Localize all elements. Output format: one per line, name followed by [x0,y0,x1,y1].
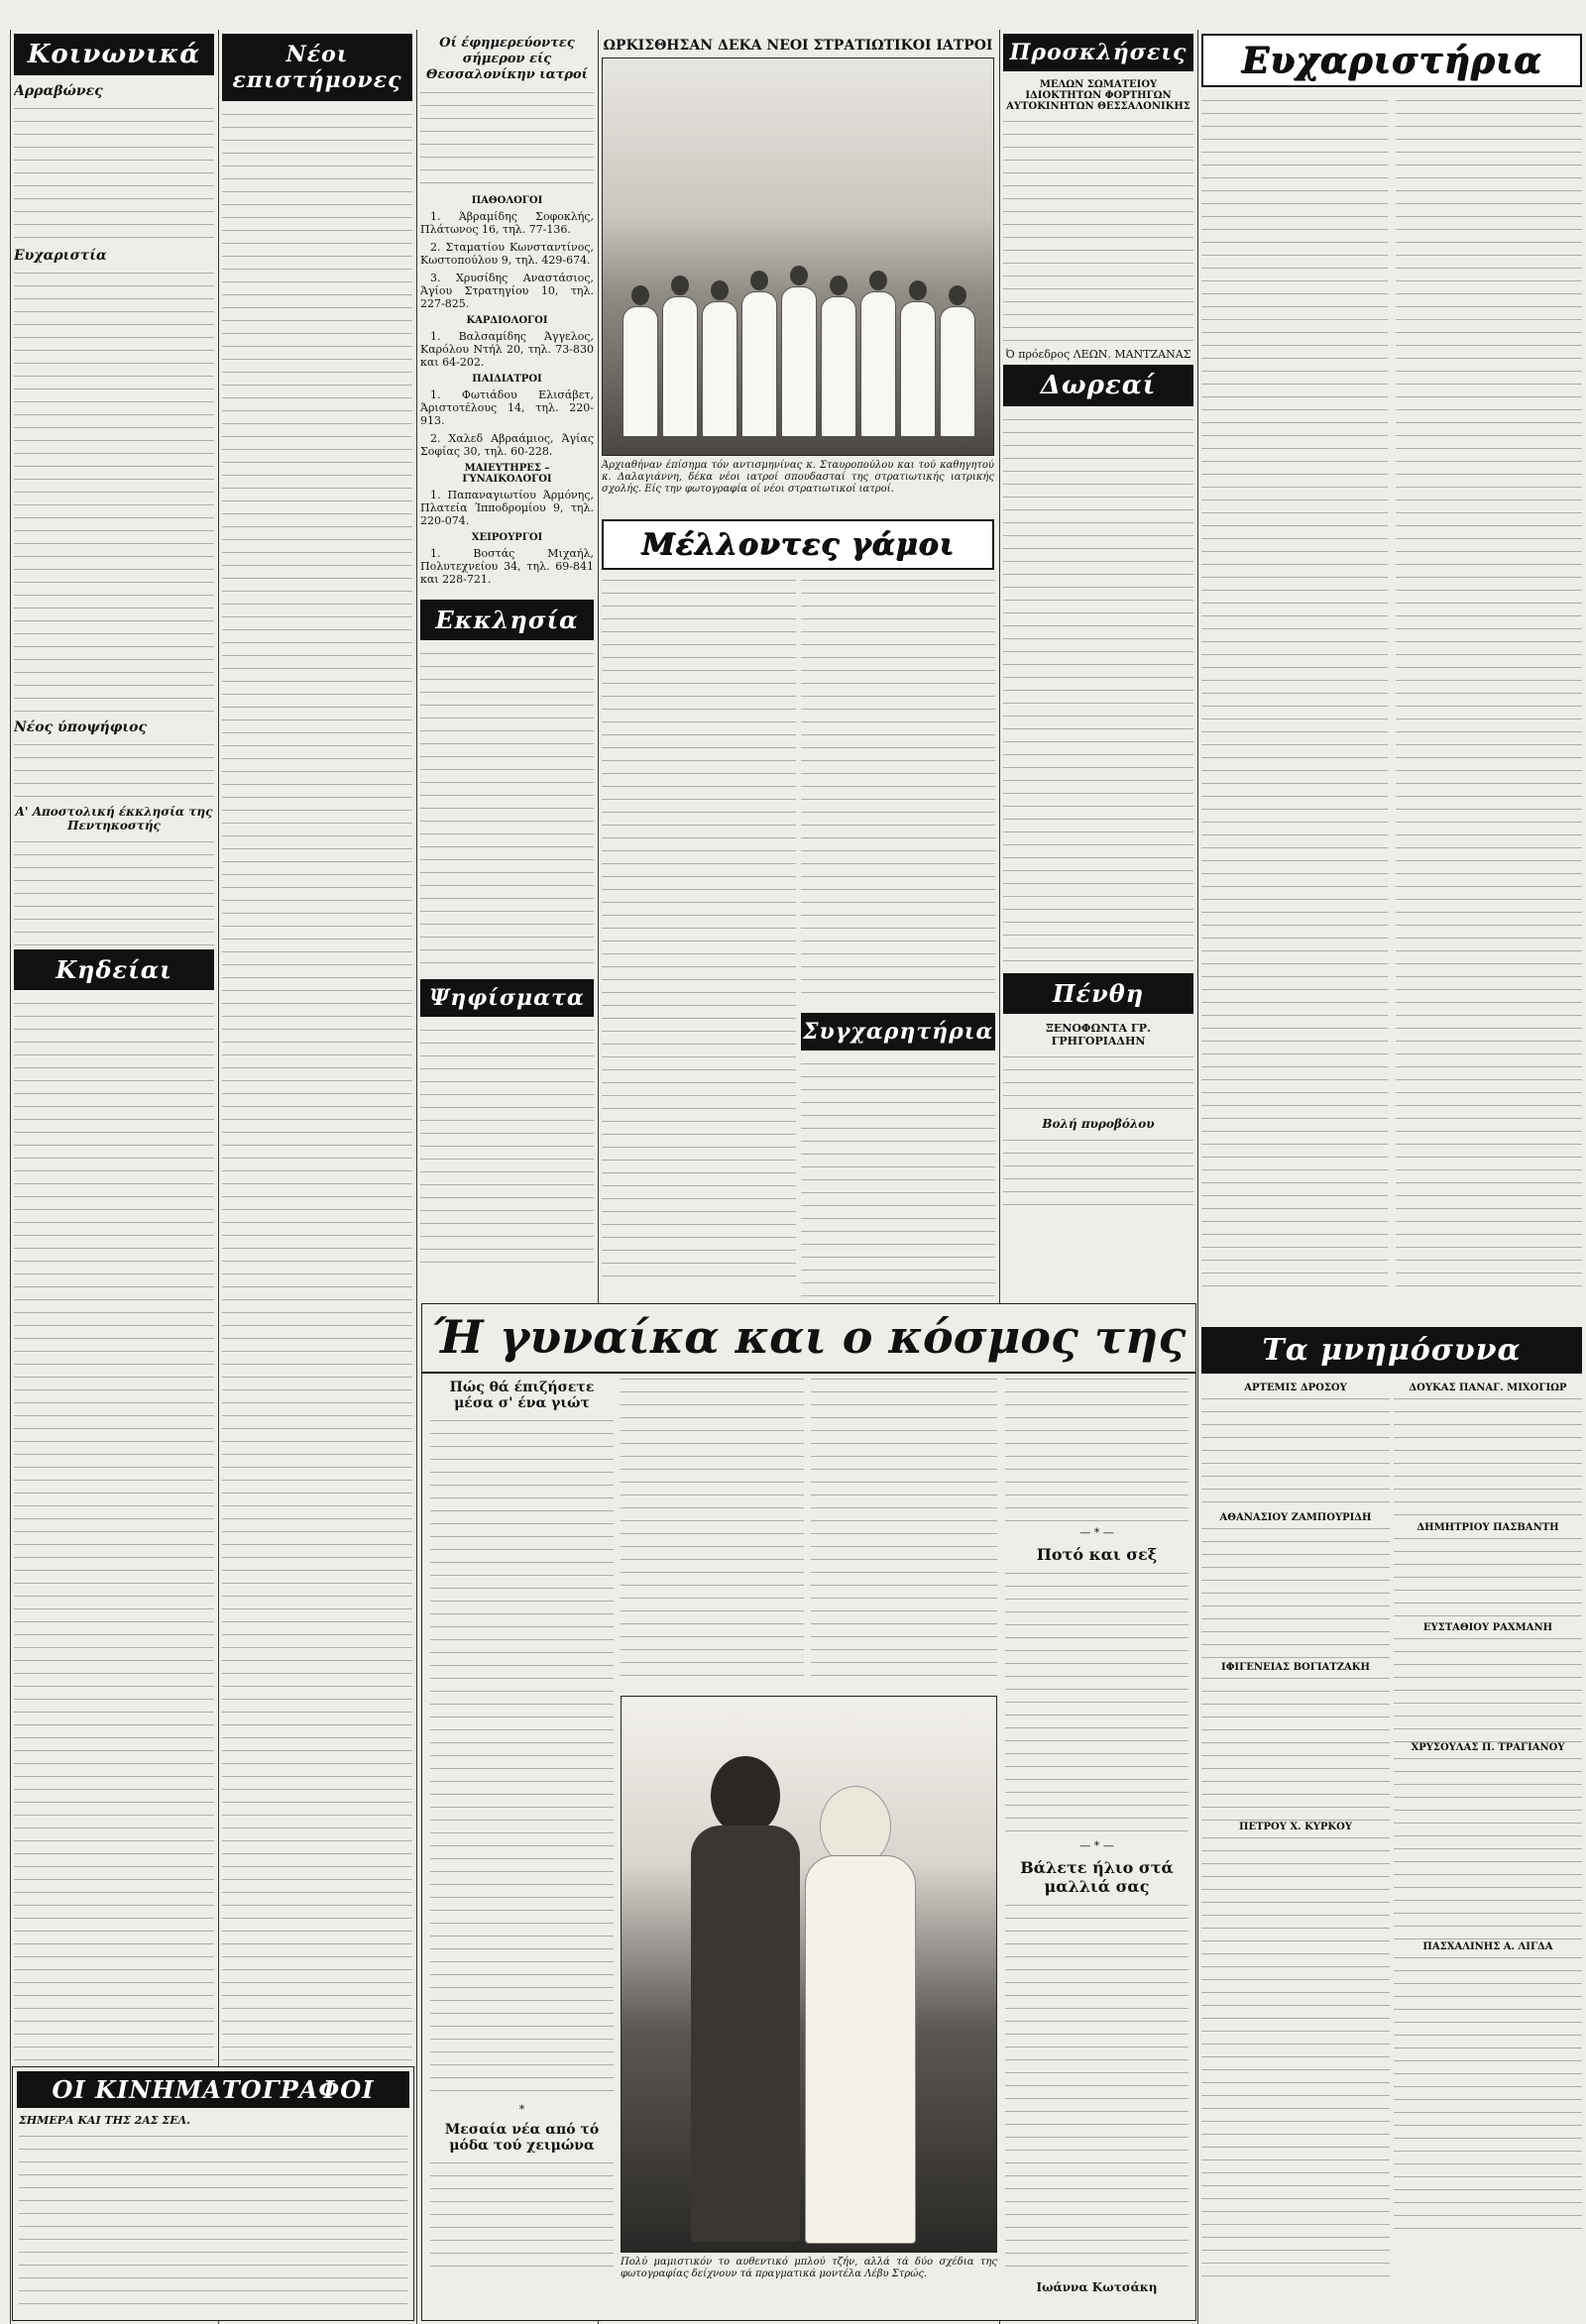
photo-story-caption: Άρχιαθήναν έπίσημα τόν αντισμηνίνας κ. Σταυροπούλου και τού καθηγητού κ. Δαλαγιάννη, δέκα νέοι ιατροί σπουδασταί της στρατιωτικής ιατρικής σχολής. Είς την φωτογραφία οί νέοι στρατιωτικοί ιατροί. [602,460,994,495]
memorial-name: ΕΥΣΤΑΘΙΟΥ ΡΑΧΜΑΝΗ [1422,1622,1553,1633]
heading-xeirourgoi: ΧΕΙΡΟΥΡΓΟΙ [471,532,543,543]
section-header-koinonika: Κοινωνικά [14,34,214,75]
feature-column-2 [621,1374,804,1686]
section-header-prosklhseis: Προσκλήσεις [1003,34,1193,71]
mnimosyna-section [1201,1323,1582,1382]
text-block [1201,1673,1390,1822]
text-block [14,268,214,714]
column-rule [218,30,219,2324]
text-block [19,2131,407,2309]
heading-kardiologoi: ΚΑΡΔΙΟΛΟΓΟΙ [466,315,548,326]
column-2 [222,30,412,2064]
doctor-entry: 1. Φωτιάδου Ελισάβετ, Άριστοτέλους 14, τηλ. 220-913. [420,388,594,427]
text-block [602,575,796,1288]
column-rule [1197,30,1198,2324]
section-header-doreai: Δωρεαί [1003,365,1193,406]
heading-pathologoi: ΠΑΘΟΛΟΓΟΙ [471,195,543,206]
text-block [1003,116,1193,344]
text-block [14,739,214,799]
article-title: Ποτό και σεξ [1036,1545,1158,1564]
text-block [1005,1900,1189,2276]
section-header-eyxaristiria: Ευχαριστήρια [1201,34,1582,87]
subheading-bolh: Βολή πυροβόλου [1042,1117,1155,1131]
memorial-name: ΑΘΑΝΑΣΙΟΥ ΖΑΜΠΟΥΡΙΔΗ [1219,1512,1372,1523]
text-block [14,103,214,242]
section-header-kideiai: Κηδείαι [14,949,214,990]
text-block [420,1025,594,1264]
subheading-eyxaristia: Ευχαριστία [14,248,107,264]
doctor-entry: 2. Σταματίου Κωνσταντίνος, Κωστοπούλου 9, τηλ. 429-674. [420,241,594,267]
cinemas-subheading: ΣΗΜΕΡΑ ΚΑΙ ΤΗΣ 2ΑΣ ΣΕΛ. [19,2114,190,2127]
memorial-name: ΧΡΥΣΟΥΛΑΣ Π. ΤΡΑΓΙΑΝΟΥ [1411,1742,1565,1753]
memorial-name: ΠΕΤΡΟΥ Χ. ΚΥΡΚΟΥ [1239,1822,1352,1832]
section-header-psifismata: Ψηφίσματα [420,979,594,1017]
text-block [1003,414,1193,969]
fashion-photo-caption: Πολύ μαμιστικόν το αυθεντικό μπλού τζήν, αλλά τά δύο σχέδια της φωτογραφίας δείχνουν τά πραγματικά μοντέλα Λέβυ Στρώς. [621,2257,997,2279]
section-header-sygxaritiria: Συγχαρητήρια [801,1013,995,1051]
text-block [1201,95,1388,1294]
text-block [1396,95,1582,1294]
text-block [1003,1135,1193,1214]
text-block [1201,1523,1390,1662]
text-block [801,1058,995,1316]
mnimosyna-column-a [1201,1383,1390,2324]
separator-star: — * — [1079,1839,1114,1852]
memorial-name: ΙΦΙΓΕΝΕΙΑΣ ΒΟΓΙΑΤΖΑΚΗ [1221,1662,1370,1673]
mnimosyna-column-b [1394,1383,1582,2324]
text-block [430,2158,614,2276]
doctor-entry: 1. Βοστάς Μιχαήλ, Πολυτεχνείου 34, τηλ. 69-841 και 228-721. [420,547,594,586]
section-header-kinimatografoi: ΟΙ ΚΙΝΗΜΑΤΟΓΡΑΦΟΙ [17,2071,409,2108]
doctor-entry: 2. Χαλεδ Αβραάμιος, Άγίας Σοφίας 30, τηλ. 60-228. [420,432,594,458]
text-block [14,998,214,2068]
fashion-photo-wrap [621,1696,997,2284]
cinemas-box [12,2066,414,2321]
separator-star: * [518,2103,525,2116]
article-title: Μεσαία νέα από τό μόδα τού χειμώνα [444,2122,600,2154]
column-rule [10,30,11,2324]
fashion-photo [621,1696,997,2253]
sygxaritiria-section [801,1009,995,1316]
column-rule [416,30,417,2324]
text-block [1201,1832,1390,2288]
section-header-mellontes-gamoi: Μέλλοντες γάμοι [602,519,994,570]
photo-story [602,38,994,499]
subheading-arravones: Αρραβώνες [14,83,103,99]
mourning-name: ΞΕΝΟΦΩΝΤΑ ΓΡ. ΓΡΗΓΟΡΙΑΔΗΝ [1046,1022,1151,1048]
text-block [811,1374,997,1686]
text-block [420,87,594,191]
text-block [1394,1393,1582,1522]
column-3 [420,30,594,1264]
text-block [420,648,594,975]
text-block [430,1415,614,2099]
text-block [1394,1533,1582,1622]
section-header-penthi: Πένθη [1003,973,1193,1014]
doctor-entry: 1. Παπαναγιωτίου Άρμόνης, Πλατεία Ίπποδρομίου 9, τηλ. 220-074. [420,489,594,527]
invitation-heading: ΜΕΛΩΝ ΣΩΜΑΤΕΙΟΥ ΙΔΙΟΚΤΗΤΩΝ ΦΟΡΤΗΓΩΝ ΑΥΤΟΚΙΝΗΤΩΝ ΘΕΣΣΑΛΟΝΙΚΗΣ [1006,79,1190,112]
article-title: Πώς θά έπιζήσετε μέσα σ' ένα γιώτ [449,1380,595,1411]
text-block [222,109,412,2064]
text-block [1003,1051,1193,1111]
text-block [1394,1753,1582,1941]
duty-doctors-title: Οί έφημερεύοντες σήμερον είς Θεσσαλονίκην ιατροί [426,36,588,82]
photo-story-headline: ΩΡΚΙΣΘΗΣΑΝ ΔΕΚΑ ΝΕΟΙ ΣΤΡΑΤΙΩΤΙΚΟΙ ΙΑΤΡΟΙ [603,38,993,54]
article-title: Βάλετε ήλιο στά μαλλιά σας [1020,1858,1174,1896]
section-header-ekklisia: Εκκλησία [420,600,594,640]
separator-star: — * — [1079,1526,1114,1539]
weddings-column-b [801,575,995,1001]
text-block [1394,1952,1582,2230]
feature-column-3 [811,1374,997,1686]
memorial-name: ΠΑΣΧΑΛΙΝΗΣ Α. ΛΙΓΔΑ [1422,1941,1553,1952]
column-5 [1003,30,1193,1303]
section-header-neoi-epistimones: Νέοι επιστήμονες [222,34,412,101]
memorial-name: ΔΟΥΚΑΣ ΠΑΝΑΓ. ΜΙΧΟΓΙΩΡ [1409,1383,1567,1393]
feature-column-4 [1005,1374,1189,2294]
heading-gynaikologoi: ΜΑΙΕΥΤΗΡΕΣ – ΓΥΝΑΙΚΟΛΟΓΟΙ [462,463,552,485]
feature-column-1 [430,1374,614,2276]
text-block [801,575,995,1001]
weddings-section [602,515,994,578]
memorial-name: ΔΗΜΗΤΡΙΟΥ ΠΑΣΒΑΝΤΗ [1416,1522,1559,1533]
column-1 [14,30,214,2324]
doctor-entry: 1. Βαλσαμίδης Άγγελος, Καρόλου Ντήλ 20, τηλ. 73-830 και 64-202. [420,330,594,369]
feature-box [421,1303,1196,2321]
feature-title: Ή γυναίκα και ο κόσμος της [422,1304,1195,1374]
doctor-entry: 3. Χρυσίδης Αναστάσιος, Άγίου Στρατηγίου 10, τηλ. 227-825. [420,272,594,310]
text-block [1201,1393,1390,1512]
invitation-signature: Ό πρόεδρος ΛΕΩΝ. ΜΑΝΤΖΑΝΑΣ [1005,348,1191,361]
heading-paidiatroi: ΠΑΙΔΙΑΤΡΟΙ [472,374,542,385]
weddings-column-a [602,575,796,1288]
text-block [621,1374,804,1686]
text-block [1394,1633,1582,1742]
subheading-neos-ypopsifios: Νέος ύποψήφιος [14,719,148,735]
section-header-mnimosyna: Τα μνημόσυνα [1201,1327,1582,1374]
subheading-apostoliki: Α' Αποστολική έκκλησία της Πεντηκοστής [15,805,213,832]
text-block [14,836,214,945]
byline: Ιωάννα Κωτσάκη [1036,2280,1158,2294]
text-block [1005,1374,1189,1522]
doctor-entry: 1. Άβραμίδης Σοφοκλής, Πλάτωνος 16, τηλ. 77-136. [420,210,594,236]
doctors-group-photo [602,57,994,456]
text-block [1005,1568,1189,1835]
memorial-name: ΑΡΤΕΜΙΣ ΔΡΟΣΟΥ [1244,1383,1347,1393]
